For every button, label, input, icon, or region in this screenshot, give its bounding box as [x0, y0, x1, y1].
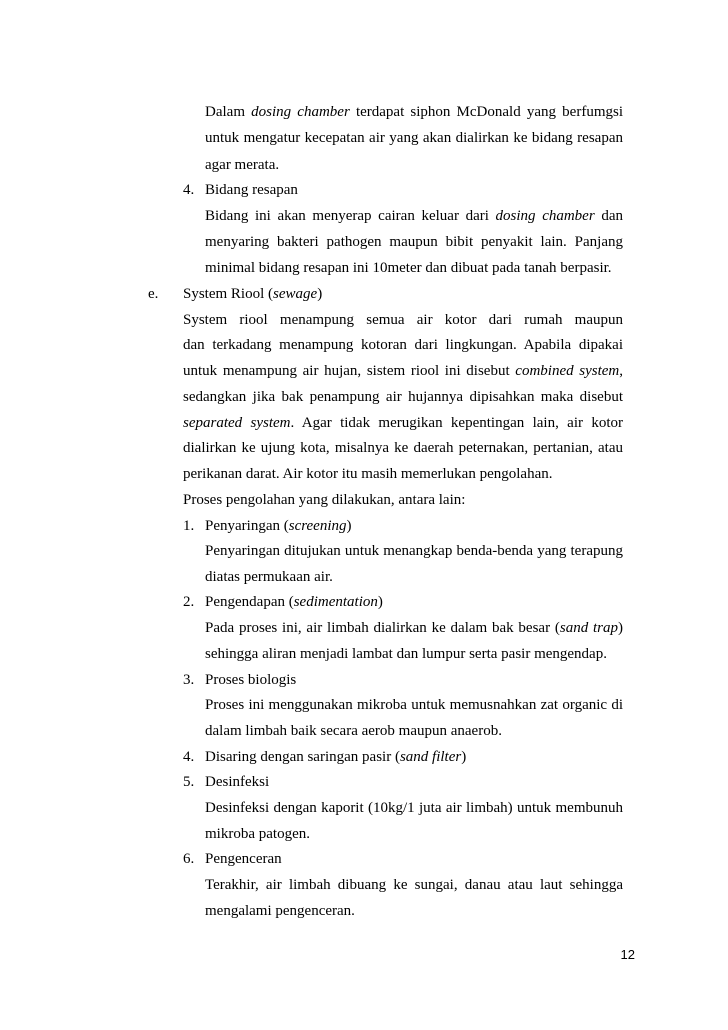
step-5-line-2: mikroba patogen.	[205, 826, 310, 842]
step-5-title: Desinfeksi	[205, 774, 270, 790]
step-2-number: 2.	[183, 594, 195, 610]
section-e-line-5: separated system. Agar tidak merugikan kepentingan lain, air kotor	[183, 415, 623, 431]
step-1-line-1: Penyaringan ditujukan untuk menangkap benda-benda yang terapung	[205, 543, 623, 559]
section-e-line-4: sedangkan jika bak penampung air hujannya dipisahkan maka disebut	[183, 389, 623, 405]
section-e-line-6: dialirkan ke ujung kota, misalnya ke daerah peternakan, pertanian, atau	[183, 440, 623, 456]
section-e-line-2: dan terkadang menampung kotoran dari lingkungan. Apabila dipakai	[183, 337, 623, 353]
step-4-title: Disaring dengan saringan pasir (sand filter)	[205, 749, 467, 765]
intro-line-3: agar merata.	[205, 157, 280, 173]
step-2-title: Pengendapan (sedimentation)	[205, 594, 383, 610]
step-1-number: 1.	[183, 518, 195, 534]
step-1-title: Penyaringan (screening)	[205, 518, 352, 534]
step-6-line-2: mengalami pengenceran.	[205, 903, 355, 919]
section-e-line-1: System riool menampung semua air kotor dari rumah maupun	[183, 312, 623, 328]
step-3-title: Proses biologis	[205, 672, 297, 688]
item-4-title: Bidang resapan	[205, 182, 298, 198]
section-e-line-3: untuk menampung air hujan, sistem riool ini disebut combined system,	[183, 363, 623, 379]
page-number: 12	[620, 947, 635, 962]
item-4-line-1: Bidang ini akan menyerap cairan keluar dari dosing chamber dan	[205, 208, 623, 224]
section-e-line-8: Proses pengolahan yang dilakukan, antara lain:	[183, 492, 466, 508]
step-1-line-2: diatas permukaan air.	[205, 569, 333, 585]
step-6-number: 6.	[183, 851, 195, 867]
step-5-number: 5.	[183, 774, 195, 790]
section-e-title: System Riool (sewage)	[183, 286, 323, 302]
section-e-line-7: perikanan darat. Air kotor itu masih memerlukan pengolahan.	[183, 466, 553, 482]
step-4-number: 4.	[183, 749, 195, 765]
item-4-line-2: menyaring bakteri pathogen maupun bibit penyakit lain. Panjang	[205, 234, 623, 250]
step-5-line-1: Desinfeksi dengan kaporit (10kg/1 juta air limbah) untuk membunuh	[205, 800, 623, 816]
item-4-line-3: minimal bidang resapan ini 10meter dan dibuat pada tanah berpasir.	[205, 260, 612, 276]
section-e-marker: e.	[148, 286, 159, 302]
intro-line-1: Dalam dosing chamber terdapat siphon McDonald yang berfumgsi	[205, 104, 623, 120]
step-2-line-1: Pada proses ini, air limbah dialirkan ke dalam bak besar (sand trap)	[205, 620, 623, 636]
step-2-line-2: sehingga aliran menjadi lambat dan lumpur serta pasir mengendap.	[205, 646, 607, 662]
step-6-title: Pengenceran	[205, 851, 282, 867]
step-3-line-1: Proses ini menggunakan mikroba untuk memusnahkan zat organic di	[205, 697, 623, 713]
step-6-line-1: Terakhir, air limbah dibuang ke sungai, danau atau laut sehingga	[205, 877, 623, 893]
item-4-number: 4.	[183, 182, 195, 198]
intro-line-2: untuk mengatur kecepatan air yang akan dialirkan ke bidang resapan	[205, 130, 623, 146]
step-3-line-2: dalam limbah baik secara aerob maupun anaerob.	[205, 723, 502, 739]
step-3-number: 3.	[183, 672, 195, 688]
